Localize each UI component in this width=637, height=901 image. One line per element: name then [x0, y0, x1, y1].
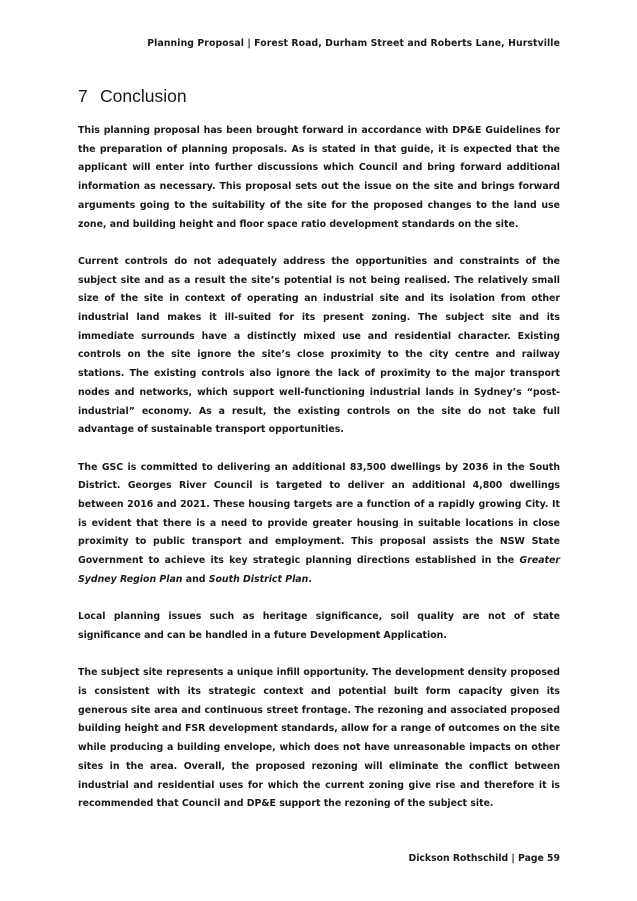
plan-name-region: Greater Sydney Region Plan [78, 555, 560, 585]
section-number: 7 [78, 86, 88, 106]
paragraph-infill: The subject site represents a unique infill opportunity. The development density proposed is consistent with its strategic context and potential built form capacity given its generous site area and continuous street frontage. The rezoning and associated proposed building height and FSR development standards, allow for a range of outcomes on the site while producing a building envelope, which does not have unreasonable impacts on other sites in the area. Overall, the proposed rezoning will eliminate the conflict between industrial and residential uses for which the current zoning give rise and therefore it is recommended that Council and DP&E support the rezoning of the subject site. [78, 667, 560, 810]
paragraph-current-controls: Current controls do not adequately address the opportunities and constraints of the subject site and as a result the site’s potential is not being realised. The relatively small size of the site in context of operating an industrial site and its isolation from other industrial land makes it ill-suited for its present zoning. The subject site and its immediate surrounds have a distinctly mixed use and residential character. Existing controls on the site ignore the site’s close proximity to the city centre and railway stations. The existing controls also ignore the lack of proximity to the major transport nodes and networks, which support well-functioning industrial lands in Sydney’s “post-industrial” economy. As a result, the existing controls on the site do not take full advantage of sustainable transport opportunities. [78, 255, 560, 436]
paragraph-intro: This planning proposal has been brought forward in accordance with DP&E Guidelines for the preparation of planning proposals. As is stated in that guide, it is expected that the applicant will enter into further discussions which Council and bring forward additional information as necessary. This proposal sets out the issue on the site and brings forward arguments going to the suitability of the site for the proposed changes to the land use zone, and building height and floor space ratio development standards on the site. [78, 125, 560, 230]
page-header: Planning Proposal | Forest Road, Durham Street and Roberts Lane, Hurstville [147, 38, 560, 49]
paragraph-housing-targets [78, 459, 560, 590]
page-footer: Dickson Rothschild | Page 59 [408, 853, 560, 864]
paragraph-local-issues: Local planning issues such as heritage significance, soil quality are not of state significance and can be handled in a future Development Application. [78, 611, 560, 641]
paragraph-housing-conj: and [182, 573, 209, 585]
section-heading [78, 86, 187, 107]
paragraph-housing-end: . [308, 573, 312, 585]
plan-name-district: South District Plan [208, 573, 309, 585]
body-text [78, 122, 560, 833]
paragraph-housing-text: The GSC is committed to delivering an additional 83,500 dwellings by 2036 in the South District. Georges River Council is targeted to deliver an additional 4,800 dwellings between 2016 and 2021. These housing targets are a function of a rapidly growing City. It is evident that there is a need to provide greater housing in suitable locations in close proximity to public transport and employment. This proposal assists the NSW State Government to achieve its key strategic planning directions established in the [78, 461, 560, 567]
section-title-text: Conclusion [100, 86, 187, 106]
